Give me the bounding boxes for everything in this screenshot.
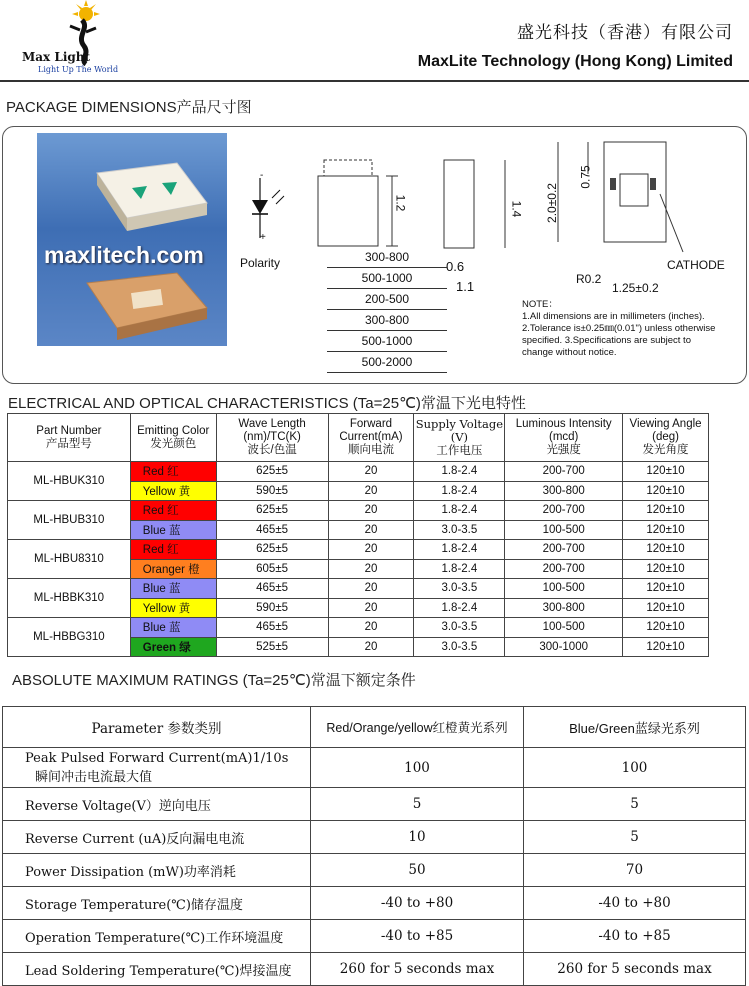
table-row (3, 821, 746, 854)
wavelength-item: 300-800 (327, 247, 447, 268)
note-title: NOTE： (522, 299, 558, 310)
polarity-minus: - (260, 170, 264, 181)
lum-cell: 100-500 (505, 520, 623, 540)
parameter-cell (3, 748, 311, 788)
rgy-value-cell: -40 to +85 (311, 920, 524, 953)
wave-cell: 625±5 (216, 501, 328, 521)
col-header: Current(mA) (339, 431, 403, 443)
col-header: (nm)/TC(K) (243, 431, 301, 443)
dim-r0-2: R0.2 (576, 272, 602, 286)
color-cell: Red 红 (130, 501, 216, 521)
part-number-cell: ML-HBBG310 (8, 618, 131, 657)
wavelength-item: 500-1000 (327, 268, 447, 289)
angle-cell: 120±10 (623, 579, 709, 599)
wave-cell: 525±5 (216, 637, 328, 657)
col-header: Part Number (36, 424, 102, 437)
current-cell: 20 (328, 501, 414, 521)
dim-2-0: 2.0±0.2 (544, 183, 559, 223)
table-row (8, 540, 709, 560)
part-number-cell: ML-HBUB310 (8, 501, 131, 540)
current-cell: 20 (328, 559, 414, 579)
col-header-cn: 发光角度 (642, 444, 689, 456)
voltage-cell: 3.0-3.5 (414, 520, 505, 540)
lum-cell: 200-700 (505, 559, 623, 579)
current-cell: 20 (328, 462, 414, 482)
current-cell: 20 (328, 618, 414, 638)
col-header: Luminous Intensity (515, 418, 612, 430)
voltage-cell: 3.0-3.5 (414, 618, 505, 638)
dim-1-2: 1.2 (393, 194, 408, 212)
color-cell: Blue 蓝 (130, 618, 216, 638)
wave-cell: 605±5 (216, 559, 328, 579)
col-header: Parameter 参数类别 (3, 707, 311, 748)
electrical-table (7, 413, 709, 657)
col-header-cn: 工作电压 (436, 443, 483, 457)
current-cell: 20 (328, 520, 414, 540)
table-row (8, 462, 709, 482)
wave-cell: 590±5 (216, 481, 328, 501)
current-cell: 20 (328, 540, 414, 560)
cathode-label: CATHODE (667, 258, 725, 272)
dim-1-4: 1.4 (509, 200, 524, 218)
angle-cell: 120±10 (623, 559, 709, 579)
angle-cell: 120±10 (623, 462, 709, 482)
bg-value-cell: 70 (524, 854, 746, 887)
wavelength-item: 500-1000 (327, 331, 447, 352)
diode-symbol-icon (248, 178, 288, 253)
lum-cell: 300-800 (505, 598, 623, 618)
parameter-label: Storage Temperature(℃)储存温度 (25, 897, 243, 913)
angle-cell: 120±10 (623, 540, 709, 560)
col-header-cn: 波长/色温 (247, 444, 297, 456)
lum-cell: 300-800 (505, 481, 623, 501)
voltage-cell: 1.8-2.4 (414, 481, 505, 501)
rgy-value-cell: 10 (311, 821, 524, 854)
wave-cell: 465±5 (216, 579, 328, 599)
wavelength-item: 200-500 (327, 289, 447, 310)
col-header-cn: 顺向电流 (347, 444, 394, 456)
sun-icon (72, 0, 100, 21)
table-header-row (3, 707, 746, 748)
current-cell: 20 (328, 637, 414, 657)
dim-1-1: 1.1 (456, 279, 475, 294)
table-row (3, 854, 746, 887)
voltage-cell: 3.0-3.5 (414, 579, 505, 599)
dim-0-75: 0.75 (578, 165, 593, 189)
lum-cell: 200-700 (505, 462, 623, 482)
wavelength-item: 500-2000 (327, 352, 447, 373)
parameter-label: Lead Soldering Temperature(℃)焊接温度 (25, 963, 292, 979)
table-row (8, 618, 709, 638)
rgy-value-cell: -40 to +80 (311, 887, 524, 920)
table-header-row (8, 414, 709, 462)
voltage-cell: 1.8-2.4 (414, 501, 505, 521)
wave-cell: 625±5 (216, 462, 328, 482)
dim-0-6: 0.6 (446, 259, 465, 274)
color-cell: Oranger 橙 (130, 559, 216, 579)
wave-cell: 465±5 (216, 618, 328, 638)
table-row (3, 953, 746, 986)
angle-cell: 120±10 (623, 637, 709, 657)
angle-cell: 120±10 (623, 520, 709, 540)
col-header-cn: 产品型号 (45, 437, 92, 450)
lum-cell: 100-500 (505, 618, 623, 638)
angle-cell: 120±10 (623, 481, 709, 501)
parameter-cell (3, 821, 311, 854)
col-header: (deg) (652, 431, 679, 443)
package-note (522, 299, 746, 359)
current-cell: 20 (328, 598, 414, 618)
angle-cell: 120±10 (623, 501, 709, 521)
parameter-cell (3, 887, 311, 920)
col-header: Wave Length (238, 418, 306, 430)
note-line: specified. 3.Specifications are subject to (522, 335, 691, 346)
package-section-title: PACKAGE DIMENSIONS产品尺寸图 (6, 99, 252, 116)
part-number-cell: ML-HBU8310 (8, 540, 131, 579)
parameter-cell (3, 920, 311, 953)
parameter-cell (3, 854, 311, 887)
wave-cell: 590±5 (216, 598, 328, 618)
col-header-cn: 发光颜色 (150, 437, 197, 450)
color-cell: Yellow 黄 (130, 481, 216, 501)
parameter-label-cn: 瞬间冲击电流最大值 (35, 769, 153, 785)
angle-cell: 120±10 (623, 598, 709, 618)
wave-cell: 625±5 (216, 540, 328, 560)
rgy-value-cell: 260 for 5 seconds max (311, 953, 524, 986)
note-line: 1.All dimensions are in millimeters (inches). (522, 311, 705, 322)
bg-value-cell: 260 for 5 seconds max (524, 953, 746, 986)
rgy-value-cell: 5 (311, 788, 524, 821)
company-logo (20, 0, 145, 78)
photo-watermark: maxlitech.com (44, 242, 204, 268)
col-header: Blue/Green蓝绿光系列 (524, 707, 746, 748)
voltage-cell: 1.8-2.4 (414, 559, 505, 579)
lum-cell: 300-1000 (505, 637, 623, 657)
wave-cell: 465±5 (216, 520, 328, 540)
col-header: (mcd) (549, 431, 579, 443)
lum-cell: 100-500 (505, 579, 623, 599)
lum-cell: 200-700 (505, 501, 623, 521)
parameter-label: Reverse Voltage(V）逆向电压 (25, 798, 211, 814)
parameter-cell (3, 953, 311, 986)
col-header: Red/Orange/yellow红橙黄光系列 (311, 707, 524, 748)
voltage-cell: 1.8-2.4 (414, 462, 505, 482)
note-line: change without notice. (522, 347, 617, 358)
wavelength-item: 300-800 (327, 310, 447, 331)
company-name-cn: 盛光科技（香港）有限公司 (517, 23, 733, 43)
table-row (3, 748, 746, 788)
bg-value-cell: -40 to +80 (524, 887, 746, 920)
col-header-cn: 光强度 (546, 444, 581, 456)
col-header: Forward (349, 418, 393, 430)
dim-1-25: 1.25±0.2 (612, 281, 659, 295)
current-cell: 20 (328, 579, 414, 599)
bg-value-cell: -40 to +85 (524, 920, 746, 953)
rgy-value-cell: 50 (311, 854, 524, 887)
current-cell: 20 (328, 481, 414, 501)
color-cell: Green 绿 (130, 637, 216, 657)
company-name-en: MaxLite Technology (Hong Kong) Limited (417, 53, 733, 70)
bg-value-cell: 5 (524, 788, 746, 821)
col-header: (V) (450, 430, 468, 444)
color-cell: Red 红 (130, 540, 216, 560)
table-row (3, 920, 746, 953)
parameter-label: Peak Pulsed Forward Current(mA)1/10s (25, 750, 289, 766)
table-row (3, 887, 746, 920)
bg-value-cell: 5 (524, 821, 746, 854)
rgy-value-cell: 100 (311, 748, 524, 788)
bg-value-cell: 100 (524, 748, 746, 788)
ratings-section-title: ABSOLUTE MAXIMUM RATINGS (Ta=25℃)常温下额定条件 (12, 672, 416, 689)
polarity-plus: + (260, 232, 266, 243)
logo-text: Max Light (22, 50, 91, 64)
wavelength-list (327, 247, 447, 373)
parameter-label: Reverse Current (uA)反向漏电电流 (25, 831, 245, 847)
color-cell: Blue 蓝 (130, 579, 216, 599)
voltage-cell: 3.0-3.5 (414, 637, 505, 657)
table-row (8, 579, 709, 599)
col-header: Viewing Angle (629, 418, 702, 430)
color-cell: Red 红 (130, 462, 216, 482)
parameter-label: Power Dissipation (mW)功率消耗 (25, 864, 236, 880)
voltage-cell: 1.8-2.4 (414, 598, 505, 618)
led-product-photo (37, 133, 227, 346)
header-divider (0, 80, 749, 82)
electrical-section-title: ELECTRICAL AND OPTICAL CHARACTERISTICS (Ta=25℃)常温下光电特性 (8, 395, 526, 412)
parameter-cell (3, 788, 311, 821)
color-cell: Blue 蓝 (130, 520, 216, 540)
note-line: 2.Tolerance is±0.25㎜(0.01") unless otherwise (522, 323, 716, 334)
col-header: Emitting Color (137, 424, 210, 437)
angle-cell: 120±10 (623, 618, 709, 638)
table-row (3, 788, 746, 821)
logo-tagline: Light Up The World (38, 65, 119, 74)
part-number-cell: ML-HBBK310 (8, 579, 131, 618)
part-number-cell: ML-HBUK310 (8, 462, 131, 501)
table-row (8, 501, 709, 521)
lum-cell: 200-700 (505, 540, 623, 560)
color-cell: Yellow 黄 (130, 598, 216, 618)
parameter-label: Operation Temperature(℃)工作环境温度 (25, 930, 284, 946)
ratings-table (2, 706, 746, 986)
voltage-cell: 1.8-2.4 (414, 540, 505, 560)
col-header: Supply Voltage (415, 417, 504, 431)
polarity-label: Polarity (240, 256, 281, 270)
